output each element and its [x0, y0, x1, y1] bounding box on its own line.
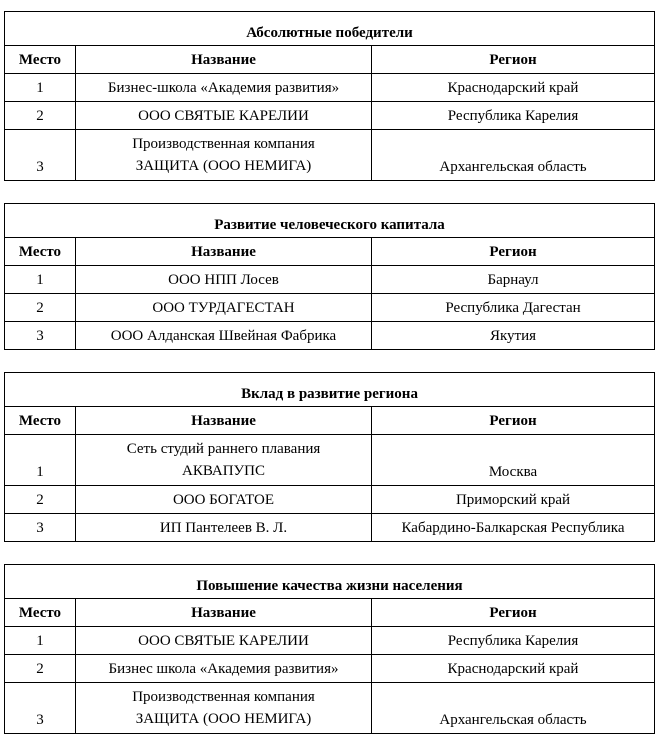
region-cell: Республика Карелия: [372, 627, 655, 655]
table-regional-contribution: [4, 372, 655, 542]
table-row: [5, 435, 655, 486]
region-cell: Приморский край: [372, 486, 655, 514]
table-row: [5, 266, 655, 294]
header-row: [5, 238, 655, 266]
name-cell: ООО НПП Лосев: [76, 266, 372, 294]
section-title-row: [5, 373, 655, 407]
name-line: ЗАЩИТА (ООО НЕМИГА): [135, 158, 312, 174]
name-cell: ООО СВЯТЫЕ КАРЕЛИИ: [76, 102, 372, 130]
name-cell: ИП Пантелеев В. Л.: [76, 514, 372, 542]
place-cell: 3: [5, 683, 76, 734]
section-title-row: [5, 204, 655, 238]
region-cell: Архангельская область: [372, 130, 655, 181]
header-name: Название: [76, 238, 372, 266]
header-place: Место: [5, 599, 76, 627]
region-cell: Республика Дагестан: [372, 294, 655, 322]
region-cell: Архангельская область: [372, 683, 655, 734]
name-line: Производственная компания: [132, 136, 315, 152]
header-region: Регион: [372, 599, 655, 627]
place-cell: 1: [5, 266, 76, 294]
table-row: [5, 74, 655, 102]
name-line: Сеть студий раннего плавания: [126, 441, 321, 457]
table-row: [5, 294, 655, 322]
place-cell: 2: [5, 102, 76, 130]
place-cell: 2: [5, 655, 76, 683]
table-row: [5, 322, 655, 350]
table-row: [5, 683, 655, 734]
name-cell: ООО ТУРДАГЕСТАН: [76, 294, 372, 322]
table-quality-of-life: [4, 564, 655, 734]
header-row: [5, 46, 655, 74]
table-row: [5, 627, 655, 655]
header-region: Регион: [372, 46, 655, 74]
place-cell: 1: [5, 74, 76, 102]
header-name: Название: [76, 407, 372, 435]
header-place: Место: [5, 46, 76, 74]
header-region: Регион: [372, 407, 655, 435]
table-row: [5, 514, 655, 542]
header-row: [5, 599, 655, 627]
section-title-row: [5, 12, 655, 46]
place-cell: 2: [5, 486, 76, 514]
header-place: Место: [5, 238, 76, 266]
place-cell: 2: [5, 294, 76, 322]
section-title: Повышение качества жизни населения: [5, 565, 655, 599]
table-row: [5, 655, 655, 683]
section-title: Абсолютные победители: [5, 12, 655, 46]
name-cell: ООО БОГАТОЕ: [76, 486, 372, 514]
name-cell: ООО СВЯТЫЕ КАРЕЛИИ: [76, 627, 372, 655]
name-cell: [76, 435, 372, 486]
region-cell: Якутия: [372, 322, 655, 350]
table-row: [5, 486, 655, 514]
name-cell: Бизнес школа «Академия развития»: [76, 655, 372, 683]
name-line: ЗАЩИТА (ООО НЕМИГА): [135, 711, 312, 727]
place-cell: 3: [5, 514, 76, 542]
region-cell: Кабардино-Балкарская Республика: [372, 514, 655, 542]
region-cell: Краснодарский край: [372, 655, 655, 683]
header-name: Название: [76, 46, 372, 74]
name-cell: [76, 683, 372, 734]
name-cell: [76, 130, 372, 181]
table-row: [5, 102, 655, 130]
region-cell: Краснодарский край: [372, 74, 655, 102]
place-cell: 3: [5, 130, 76, 181]
place-cell: 1: [5, 435, 76, 486]
header-row: [5, 407, 655, 435]
header-name: Название: [76, 599, 372, 627]
table-row: [5, 130, 655, 181]
region-cell: Республика Карелия: [372, 102, 655, 130]
name-cell: Бизнес-школа «Академия развития»: [76, 74, 372, 102]
region-cell: Москва: [372, 435, 655, 486]
place-cell: 1: [5, 627, 76, 655]
name-line: АКВАПУПС: [181, 463, 266, 479]
table-human-capital: [4, 203, 655, 350]
header-place: Место: [5, 407, 76, 435]
name-cell: ООО Алданская Швейная Фабрика: [76, 322, 372, 350]
place-cell: 3: [5, 322, 76, 350]
section-title: Развитие человеческого капитала: [5, 204, 655, 238]
section-title: Вклад в развитие региона: [5, 373, 655, 407]
name-line: Производственная компания: [132, 689, 315, 705]
section-title-row: [5, 565, 655, 599]
table-absolute-winners: [4, 11, 655, 181]
document: [4, 0, 654, 734]
header-region: Регион: [372, 238, 655, 266]
region-cell: Барнаул: [372, 266, 655, 294]
